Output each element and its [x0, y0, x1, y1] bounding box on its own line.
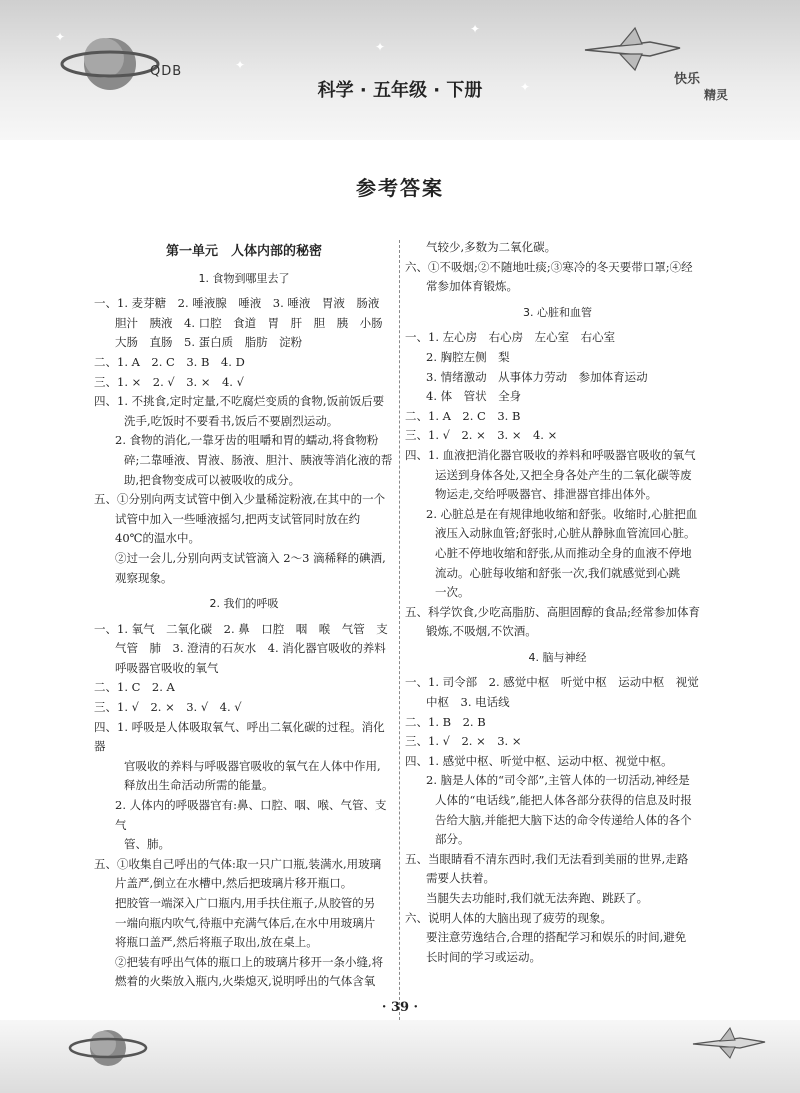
header-title: 科学 · 五年级 · 下册: [317, 80, 483, 101]
answer-line: 五、①分别向两支试管中倒入少量稀淀粉液,在其中的一个: [94, 492, 386, 507]
star-icon: ✦: [375, 40, 386, 54]
answer-line: 一、1. 氧气 二氧化碳 2. 鼻 口腔 咽 喉 气管 支: [94, 621, 388, 636]
answer-line: 一次。: [435, 585, 470, 600]
section-title: 1. 食物到哪里去了: [198, 271, 290, 285]
answer-line: 2. 脑是人体的“司令部”,主管人体的一切活动,神经是: [426, 773, 690, 788]
brand-label: QDB: [150, 64, 183, 79]
answer-line: 告给大脑,并能把大脑下达的命令传递给人体的各个: [435, 812, 692, 827]
answer-line: 要注意劳逸结合,合理的搭配学习和娱乐的时间,避免: [426, 930, 687, 945]
answer-line: 呼吸器官吸收的氧气: [115, 660, 219, 675]
mascot-text-2: 精灵: [704, 88, 729, 102]
answer-line: 燃着的火柴放入瓶内,火柴熄灭,说明呼出的气体含氧: [115, 974, 376, 989]
answer-line: 四、1. 血液把消化器官吸收的养料和呼吸器官吸收的氧气: [405, 447, 696, 462]
planet-icon: [68, 1022, 148, 1074]
answer-line: 一、1. 左心房 右心房 左心室 右心室: [405, 330, 616, 345]
answer-line: 2. 食物的消化,一靠牙齿的咀嚼和胃的蠕动,将食物粉: [115, 433, 379, 448]
star-icon: ✦: [470, 22, 481, 36]
answer-line: 管、肺。: [124, 837, 170, 852]
answer-line: 二、1. A 2. C 3. B 4. D: [94, 354, 245, 369]
answer-line: 2. 心脏总是在有规律地收缩和舒张。收缩时,心脏把血: [426, 506, 698, 521]
section-title: 2. 我们的呼吸: [209, 597, 279, 611]
answer-line: 释放出生命活动所需的能量。: [124, 778, 274, 793]
answer-line: 五、科学饮食,少吃高脂肪、高胆固醇的食品;经常参加体育: [405, 604, 701, 619]
answer-line: 官吸收的养料与呼吸器官吸收的氧气在人体中作用,: [124, 758, 381, 773]
answer-line: 常参加体育锻炼。: [426, 279, 518, 294]
answer-line: ②把装有呼出气体的瓶口上的玻璃片移开一条小缝,将: [115, 954, 384, 969]
star-icon: ✦: [235, 58, 246, 72]
answer-line: 一、1. 司令部 2. 感觉中枢 听觉中枢 运动中枢 视觉: [405, 675, 699, 690]
answer-line: 人体的“电话线”,能把人体各部分获得的信息及时报: [435, 793, 692, 808]
answer-line: 助,把食物变成可以被吸收的成分。: [124, 472, 301, 487]
answer-line: 试管中加入一些唾液摇匀,把两支试管同时放在约: [115, 511, 361, 526]
left-column: [94, 238, 394, 992]
unit-title: 第一单元 人体内部的秘密: [165, 244, 322, 259]
answer-line: 40℃的温水中。: [115, 531, 200, 546]
mascot-logo: [672, 62, 742, 102]
section-title: 3. 心脏和血管: [523, 305, 592, 319]
document-title: 参考答案: [356, 176, 444, 200]
answer-line: 观察现象。: [115, 570, 173, 585]
answer-line: 液压入动脉血管;舒张时,心脏从静脉血管流回心脏。: [435, 526, 696, 541]
star-icon: ✦: [55, 30, 66, 44]
answer-line: 五、①收集自己呼出的气体:取一只广口瓶,装满水,用玻璃: [94, 856, 382, 871]
column-divider: [399, 240, 400, 1020]
answer-line: 2. 胸腔左侧 梨: [426, 349, 510, 364]
answer-line: 气管 肺 3. 澄清的石灰水 4. 消化器官吸收的养料: [115, 641, 386, 656]
answer-line: 把胶管一端深入广口瓶内,用手扶住瓶子,从胶管的另: [115, 896, 376, 910]
answer-line: 五、当眼睛看不清东西时,我们无法看到美丽的世界,走路: [405, 851, 689, 866]
answer-line: 长时间的学习或运动。: [426, 949, 541, 964]
answer-line: 四、1. 不挑食,定时定量,不吃腐烂变质的食物,饭前饭后要: [94, 394, 385, 409]
page-number: · 39 ·: [381, 1000, 419, 1015]
answer-line: 六、说明人体的大脑出现了疲劳的现象。: [405, 910, 612, 925]
answer-line: 六、①不吸烟;②不随地吐痰;③寒冷的冬天要带口罩;④经: [405, 259, 693, 274]
answer-line: 物运走,交给呼吸器官、排泄器官排出体外。: [435, 487, 658, 502]
answer-line: 一端向瓶内吹气,待瓶中充满气体后,在水中用玻璃片: [115, 915, 376, 930]
answer-line: 部分。: [435, 832, 470, 847]
answer-line: 片盖严,倒立在水槽中,然后把玻璃片移开瓶口。: [115, 876, 353, 891]
space-shuttle-icon: [690, 1022, 770, 1062]
answer-line: 二、1. A 2. C 3. B: [405, 408, 521, 423]
answer-line: 中枢 3. 电话线: [426, 695, 510, 710]
answer-line: 流动。心脏每收缩和舒张一次,我们就感觉到心跳: [435, 565, 681, 580]
star-icon: ✦: [520, 80, 531, 94]
answer-line: 一、1. 麦芽糖 2. 唾液腺 唾液 3. 唾液 胃液 肠液: [94, 296, 380, 311]
answer-line: 当腿失去功能时,我们就无法奔跑、跳跃了。: [426, 891, 649, 905]
section-title: 4. 脑与神经: [528, 650, 587, 664]
answer-line: 运送到身体各处,又把全身各处产生的二氧化碳等废: [435, 467, 692, 482]
answer-line: 二、1. B 2. B: [405, 714, 486, 729]
answer-line: 大肠 直肠 5. 蛋白质 脂肪 淀粉: [115, 335, 303, 350]
answer-line: 四、1. 感觉中枢、听觉中枢、运动中枢、视觉中枢。: [405, 753, 673, 768]
answer-line: 3. 情绪激动 从事体力劳动 参加体育运动: [426, 369, 648, 384]
right-column: [405, 238, 710, 967]
answer-line: 4. 体 管状 全身: [426, 389, 522, 404]
answer-line: 碎;二靠唾液、胃液、肠液、胆汁、胰液等消化液的帮: [124, 452, 393, 467]
answer-line: 四、1. 呼吸是人体吸取氧气、呼出二氧化碳的过程。消化器: [94, 719, 385, 754]
answer-line: 洗手,吃饭时不要看书,饭后不要剧烈运动。: [124, 413, 339, 428]
answer-line: 三、1. √ 2. × 3. × 4. ×: [405, 428, 558, 443]
mascot-text-1: 快乐: [674, 72, 701, 87]
answer-line: 三、1. × 2. √ 3. × 4. √: [94, 374, 244, 389]
answer-line: 锻炼,不吸烟,不饮酒。: [426, 624, 537, 639]
answer-line: 心脏不停地收缩和舒张,从而推动全身的血液不停地: [435, 545, 692, 560]
answer-line: 气较少,多数为二氧化碳。: [426, 240, 557, 254]
answer-line: 二、1. C 2. A: [94, 680, 175, 695]
answer-line: ②过一会儿,分别向两支试管滴入 2～3 滴稀释的碘酒,: [115, 550, 386, 565]
answer-line: 2. 人体内的呼吸器官有:鼻、口腔、咽、喉、气管、支气: [115, 798, 387, 832]
answer-line: 三、1. √ 2. × 3. ×: [405, 734, 522, 749]
answer-line: 将瓶口盖严,然后将瓶子取出,放在桌上。: [115, 935, 318, 950]
answer-line: 需要人扶着。: [426, 871, 495, 886]
answer-line: 胆汁 胰液 4. 口腔 食道 胃 肝 胆 胰 小肠: [115, 315, 383, 330]
answer-line: 三、1. √ 2. × 3. √ 4. √: [94, 700, 242, 715]
